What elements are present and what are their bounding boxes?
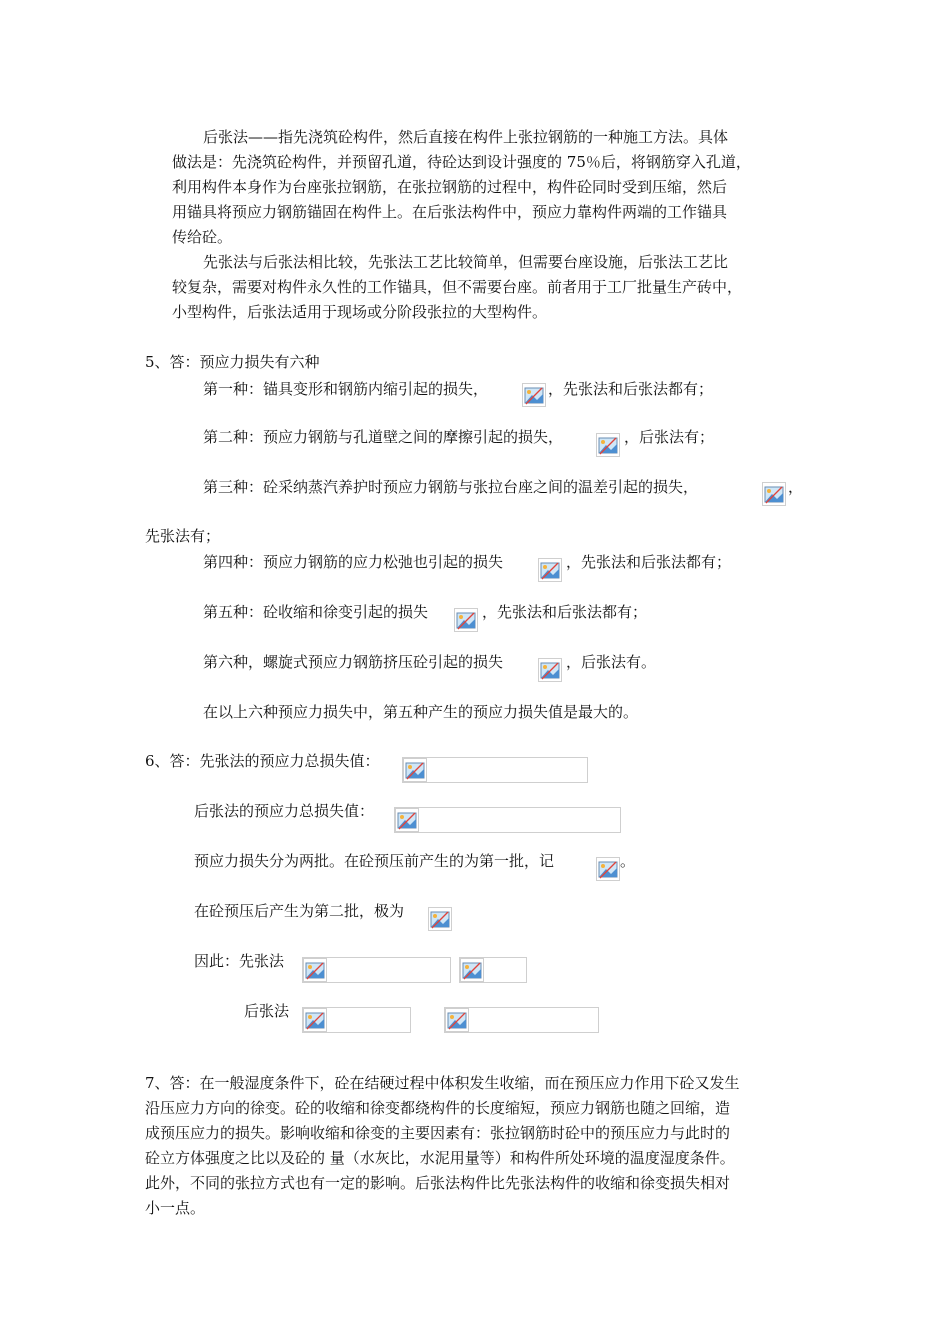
q5-conclusion: 在以上六种预应力损失中，第五种产生的预应力损失值是最大的。	[203, 703, 639, 721]
broken-image-icon	[454, 608, 478, 632]
q5-item-4-text: 第四种：预应力钢筋的应力松弛也引起的损失	[203, 553, 504, 571]
formula-image-frame	[302, 957, 451, 983]
broken-image-icon	[538, 558, 562, 582]
p2-line-3: 小型构件，后张法适用于现场或分阶段张拉的大型构件。	[172, 303, 548, 321]
q6-batch2-text: 在砼预压后产生为第二批，极为	[194, 902, 405, 920]
q6-heading: 6、答：先张法的预应力总损失值：	[145, 752, 380, 770]
p1-line-5: 传给砼。	[172, 228, 233, 246]
q5-heading: 5、答：预应力损失有六种	[145, 353, 320, 371]
q7-line-3: 成预压应力的损失。影响收缩和徐变的主要因素有：张拉钢筋时砼中的预压应力与此时的	[145, 1124, 731, 1142]
q6-post-tension-method: 后张法	[244, 1002, 290, 1020]
q5-item-6-text: 第六种，螺旋式预应力钢筋挤压砼引起的损失	[203, 653, 504, 671]
q5-item-2-suffix: ，后张法有；	[624, 428, 715, 446]
q7-line-2: 沿压应力方向的徐变。砼的收缩和徐变都绕构件的长度缩短，预应力钢筋也随之回缩，造	[145, 1099, 731, 1117]
broken-image-icon	[522, 383, 546, 407]
p2-line-2: 较复杂，需要对构件永久性的工作锚具，但不需要台座。前者用于工厂批量生产砖中，	[172, 278, 743, 296]
q7-line-6: 小一点。	[145, 1199, 206, 1217]
q5-item-1-suffix: ，先张法和后张法都有；	[548, 380, 714, 398]
formula-image-frame	[459, 957, 527, 983]
formula-image-frame	[394, 807, 621, 833]
broken-image-icon	[445, 1008, 469, 1032]
formula-image-frame	[302, 1007, 411, 1033]
broken-image-icon	[538, 658, 562, 682]
broken-image-icon	[762, 482, 786, 506]
p1-line-1: 后张法——指先浇筑砼构件，然后直接在构件上张拉钢筋的一种施工方法。具体	[203, 128, 729, 146]
formula-image-frame	[402, 757, 588, 783]
broken-image-icon	[303, 1008, 327, 1032]
p2-line-1: 先张法与后张法相比较，先张法工艺比较简单，但需要台座设施，后张法工艺比	[203, 253, 729, 271]
formula-image-frame	[444, 1007, 599, 1033]
q5-item-3-suffix: ，	[788, 478, 804, 496]
broken-image-icon	[596, 433, 620, 457]
q5-item-3-wrap: 先张法有；	[145, 527, 221, 545]
broken-image-icon	[596, 857, 620, 881]
q5-item-5-suffix: ，先张法和后张法都有；	[482, 603, 648, 621]
broken-image-icon	[395, 808, 419, 832]
q7-line-1: 7、答：在一般湿度条件下，砼在结硬过程中体积发生收缩，而在预压应力作用下砼又发生	[145, 1074, 740, 1092]
broken-image-icon	[460, 958, 484, 982]
q5-item-6-suffix: ，后张法有。	[566, 653, 657, 671]
p1-line-2: 做法是：先浇筑砼构件，并预留孔道，待砼达到设计强度的 75％后，将钢筋穿入孔道，	[172, 153, 751, 171]
q7-line-4: 砼立方体强度之比以及砼的 量（水灰比，水泥用量等）和构件所处环境的温度湿度条件。	[145, 1149, 735, 1167]
q5-item-2-text: 第二种：预应力钢筋与孔道壁之间的摩擦引起的损失，	[203, 428, 564, 446]
q5-item-4-suffix: ，先张法和后张法都有；	[566, 553, 732, 571]
q5-item-1-text: 第一种：锚具变形和钢筋内缩引起的损失，	[203, 380, 489, 398]
broken-image-icon	[428, 907, 452, 931]
q5-item-5-text: 第五种：砼收缩和徐变引起的损失	[203, 603, 429, 621]
broken-image-icon	[303, 958, 327, 982]
q6-therefore-pretension: 因此：先张法	[194, 952, 285, 970]
q6-batch1-text: 预应力损失分为两批。在砼预压前产生的为第一批，记	[194, 852, 555, 870]
broken-image-icon	[403, 758, 427, 782]
q5-item-3-text: 第三种：砼采纳蒸汽养护时预应力钢筋与张拉台座之间的温差引起的损失，	[203, 478, 699, 496]
q6-post-tension-label: 后张法的预应力总损失值：	[194, 802, 375, 820]
p1-line-4: 用锚具将预应力钢筋锚固在构件上。在后张法构件中，预应力靠构件两端的工作锚具	[172, 203, 728, 221]
p1-line-3: 利用构件本身作为台座张拉钢筋，在张拉钢筋的过程中，构件砼同时受到压缩，然后	[172, 178, 728, 196]
q7-line-5: 此外，不同的张拉方式也有一定的影响。后张法构件比先张法构件的收缩和徐变损失相对	[145, 1174, 731, 1192]
q6-batch1-suffix: 。	[620, 852, 636, 870]
